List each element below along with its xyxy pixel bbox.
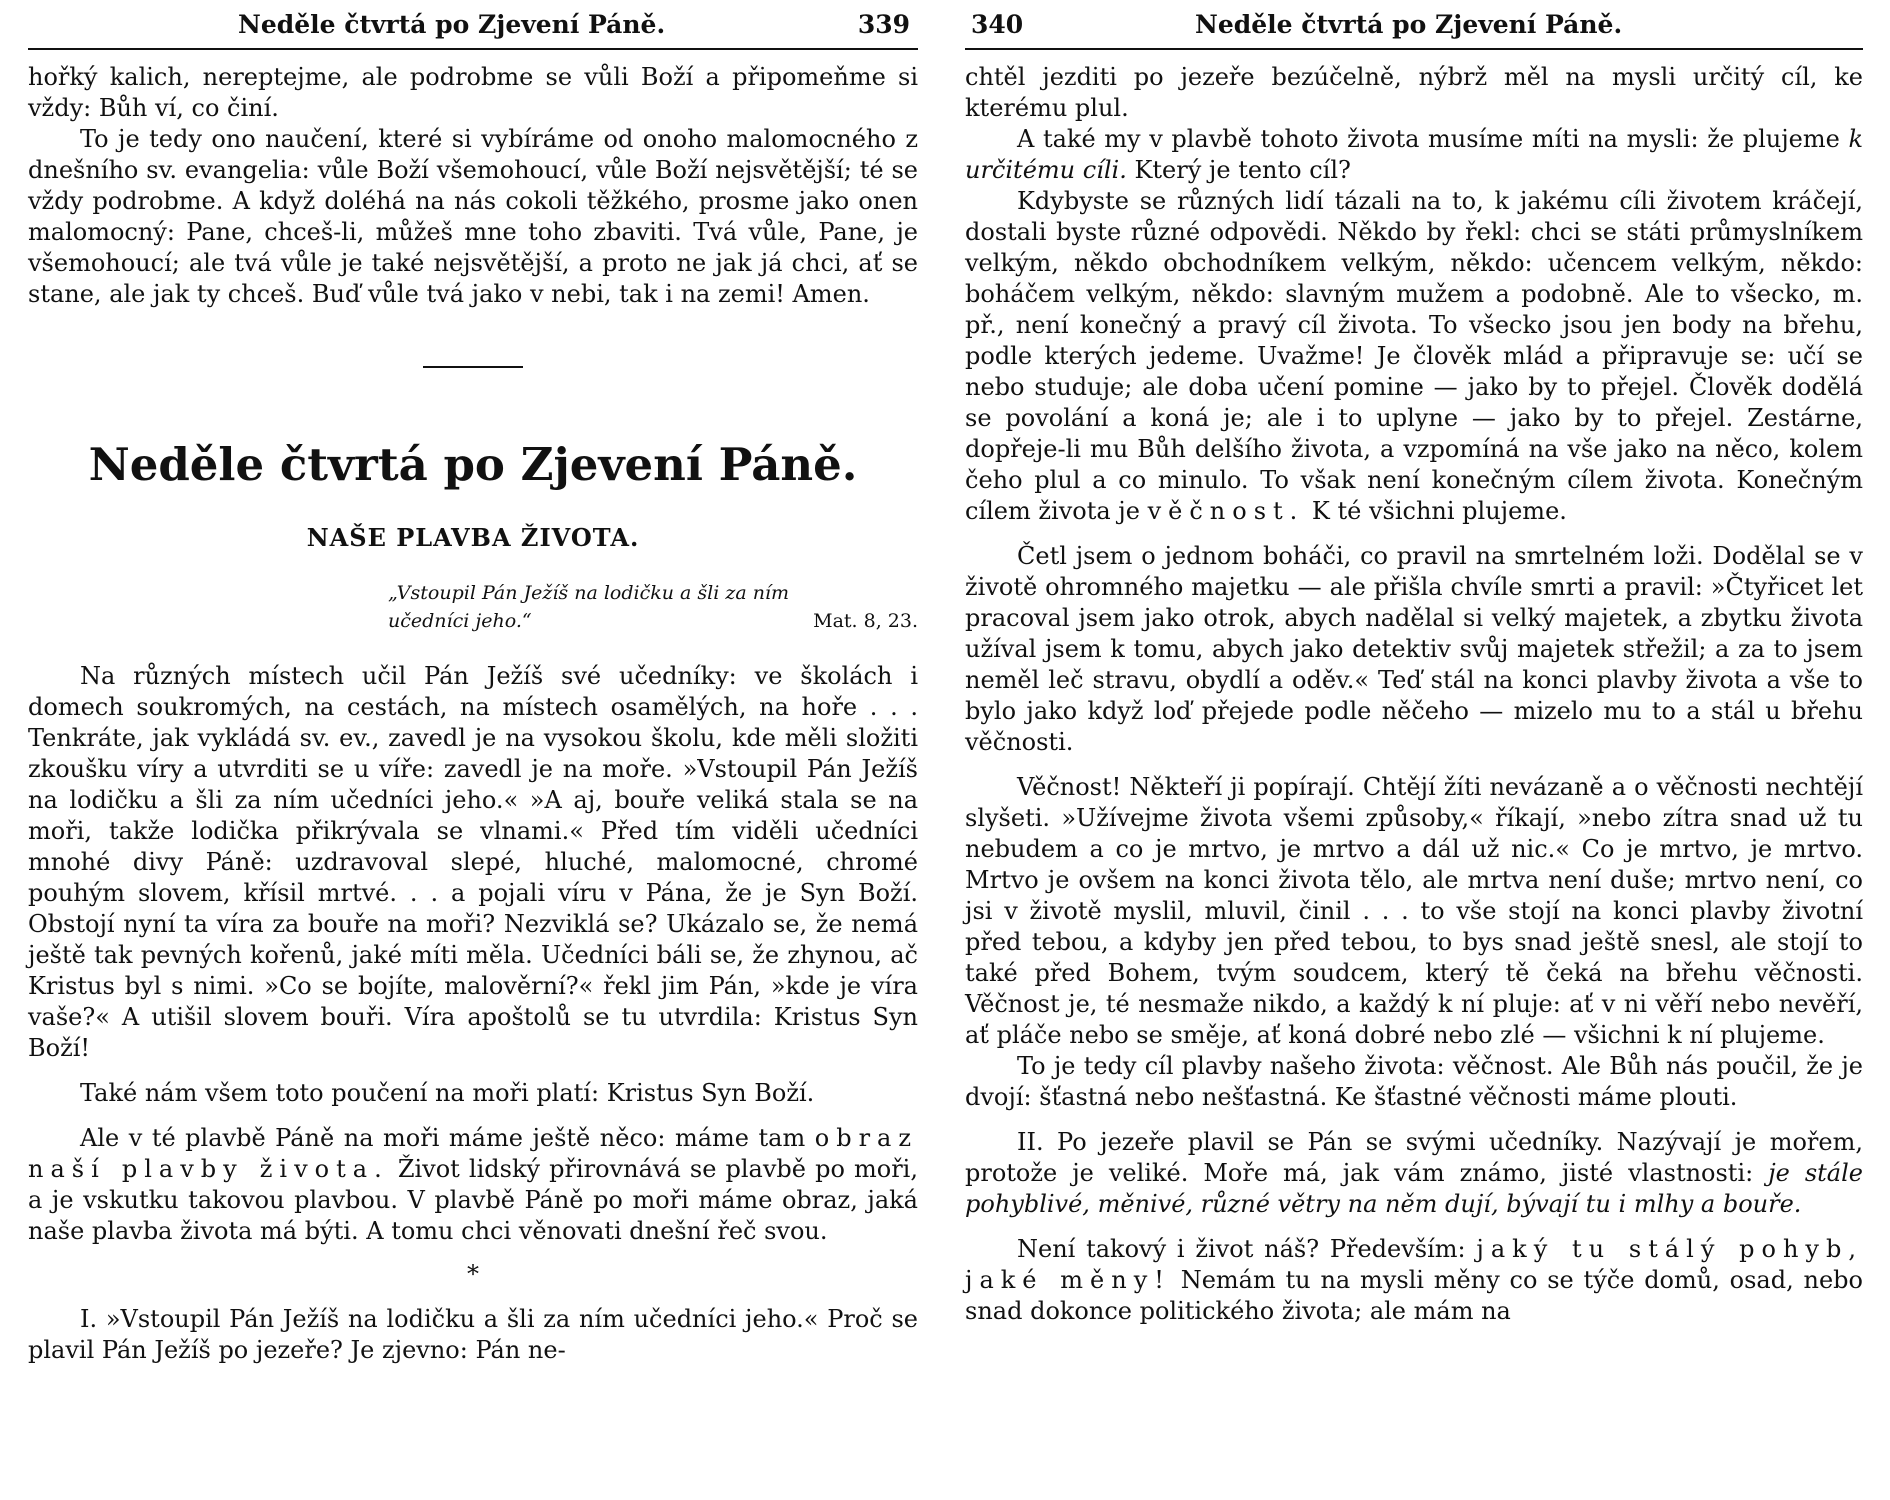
motto-line: „Vstoupil Pán Ježíš na lodičku a šli za ním [388,582,790,604]
paragraph: To je tedy cíl plavby našeho života: věčnost. Ale Bůh nás poučil, že je dvojí: šťastná nebo nešťastná. Ke šťastné věčnosti máme plouti. [965,1052,1863,1111]
emphasis-italic: je stále pohyblivé, měnivé, různé větry na něm dují, bývají tu i mlhy a bouře. [965,1159,1863,1218]
emphasis-spaced: věčnost. [1147,497,1305,525]
paragraph [965,124,1863,186]
right-page-header [965,0,1863,50]
paragraph [965,186,1863,527]
text-run: Nemám tu na mysli měny co se týče domů, osad, nebo snad dokonce politického života; ale mám na [965,1266,1863,1325]
text-run: Život lidský přirovnává se plavbě po moři, a je vskutku takovou plavbou. V plavbě Páně po moři máme obraz, jaká naše plavba života má býti. A tomu chci věnovati dnešní řeč svou. [28,1155,918,1245]
right-page [965,0,1863,1500]
paragraph [28,1123,918,1247]
paragraph: Na různých místech učil Pán Ježíš své učedníky: ve školách i domech soukromých, na cestách, na místech osamělých, na hoře . . . Tenkráte, jak vykládá sv. ev., zavedl je na vysokou školu, kde měli složiti zkoušku víry a utvrditi se u víře: zavedl je na moře. »Vstoupil Pán Ježíš na lodičku a šli za ním učedníci jeho.« »A aj, bouře veliká stala se na moři, takže lodička přikrývala se vlnami.« Před tím viděli učedníci mnohé divy Páně: uzdravoval slepé, hluché, malomocné, chromé pouhým slovem, křísil mrtvé. . . a pojali víru v Pána, že je Syn Boží. Obstojí nyní ta víra za bouře na moři? Nezviklá se? Ukázalo se, že nemá ještě tak pevných kořenů, jaké míti měla. Učedníci báli se, že zhynou, ač Kristus byl s nimi. »Co se bojíte, malověrní?« řekl jim Pán, »kde je víra vaše?« A utišil slovem bouři. Víra apoštolů se tu utvrdila: Kristus Syn Boží! [28,662,918,1062]
sermon-title: Neděle čtvrtá po Zjevení Páně. [88,438,858,491]
text-run: Není takový i život náš? Především: [1017,1235,1466,1263]
left-page [28,0,918,1500]
paragraph: chtěl jezditi po jezeře bezúčelně, nýbrž měl na mysli určitý cíl, ke kterému plul. [965,63,1863,122]
emphasis-italic: k určitému cíli. [965,125,1863,184]
text-run: Který je tento cíl? [1134,156,1351,184]
motto-line [388,607,918,635]
page-number: 339 [857,10,910,39]
running-title: Neděle čtvrtá po Zjevení Páně. [238,10,666,39]
paragraph [965,1127,1863,1220]
sermon-subtitle: NAŠE PLAVBA ŽIVOTA. [306,523,640,552]
text-run: Ale v té plavbě Páně na moři máme ještě něco: máme tam [80,1124,806,1152]
right-page-text [965,62,1863,1327]
motto-reference: Mat. 8, 23. [813,610,918,632]
paragraph: hořký kalich, nereptejme, ale podrobme se vůli Boží a připomeňme si vždy: Bůh ví, co činí. [28,63,918,122]
running-title: Neděle čtvrtá po Zjevení Páně. [1195,10,1623,39]
text-run: II. Po jezeře plavil se Pán se svými učedníky. Nazývají je mořem, protože je veliké. Moře má, jak vám známo, jisté vlastnosti: [965,1128,1863,1187]
text-run: Kdybyste se různých lidí tázali na to, k jakému cíli životem kráčejí, dostali byste různé odpovědi. Někdo by řekl: chci se státi průmyslníkem velkým, někdo obchodníkem velkým, někdo: učencem velkým, někdo: boháčem velkým, někdo: slavným mužem a podobně. Ale to všecko, m. př., není konečný a pravý cíl života. To všecko jsou jen body na břehu, podle kterých jedeme. Uvažme! Je člověk mlád a připravuje se: učí se nebo studuje; ale doba učení pomine — jako by to přejel. Člověk dodělá se povolání a koná je; ale i to uplyne — jako by to přejel. Zestárne, dopřeje-li mu Bůh delšího života, a vzpomíná na vše jako na něco, kolem čeho plul a co minulo. To však není konečným cílem života. Konečným cílem života je [965,187,1863,525]
paragraph: To je tedy ono naučení, které si vybíráme od onoho malomocného z dnešního sv. evangelia: vůle Boží všemohoucí, vůle Boží nejsvětější; té se vždy podrobme. A když doléhá na nás cokoli těžkého, prosme jako onen malomocný: Pane, chceš-li, můžeš mne toho zbaviti. Tvá vůle, Pane, je všemohoucí; ale tvá vůle je také nejsvětější, a proto ne jak já chci, ať se stane, ale jak ty chceš. Buď vůle tvá jako v nebi, tak i na zemi! Amen. [28,125,918,308]
emphasis-spaced: obraz naší plavby života. [28,1124,918,1183]
paragraph: Věčnost! Někteří ji popírají. Chtějí žíti nevázaně a o věčnosti nechtějí slyšeti. »Užívejme života všemi způsoby,« říkají, »nebo zítra snad už tu nebudem a co je mrtvo, je mrtvo a dál už nic.« Co je mrtvo, je mrtvo. Mrtvo je ovšem na konci života tělo, ale mrtva není duše; mrtvo není, co jsi v životě myslil, mluvil, činil . . . to vše stojí na konci plavby životní před tebou, a kdyby jen před tebou, to bys snad ještě snesl, ale stojí to také před Bohem, tvým soudcem, který tě čeká na břehu věčnosti. Věčnost je, té nesmaže nikdo, a každý k ní pluje: ať v ni věří nebo nevěří, ať pláče nebo se směje, ať koná dobré nebo zlé — všichni k ní plujeme. [965,773,1863,1049]
section-divider [423,366,523,368]
left-page-header [28,0,918,50]
emphasis-spaced: jaký tu stálý pohyb, jaké měny! [965,1235,1863,1294]
paragraph: I. »Vstoupil Pán Ježíš na lodičku a šli za ním učedníci jeho.« Proč se plavil Pán Ježíš po jezeře? Je zjevno: Pán ne- [28,1305,918,1364]
text-run: K té všichni plujeme. [1311,497,1567,525]
paragraph: Také nám všem toto poučení na moři platí: Kristus Syn Boží. [80,1079,815,1107]
page-number: 340 [971,10,1024,39]
paragraph [965,1234,1863,1327]
section-star: * [467,1260,479,1288]
paragraph: Četl jsem o jednom boháči, co pravil na smrtelném loži. Dodělal se v životě ohromného majetku — ale přišla chvíle smrti a pravil: »Čtyřicet let pracoval jsem jako otrok, abych nadělal si velký majetek, a zbytku života užíval jsem k tomu, abych jako detektiv svůj majetek střežil; a za to jsem neměl leč stravu, obydlí a oděv.« Teď stál na konci plavby života a vše to bylo jako když loď přejede podle něčeho — mizelo mu to a stál u břehu věčnosti. [965,542,1863,756]
text-run: A také my v plavbě tohoto života musíme míti na mysli: že plujeme [1017,125,1840,153]
left-page-text [28,62,918,1366]
motto-text: učedníci jeho.“ [388,610,532,632]
scripture-motto [388,579,918,635]
